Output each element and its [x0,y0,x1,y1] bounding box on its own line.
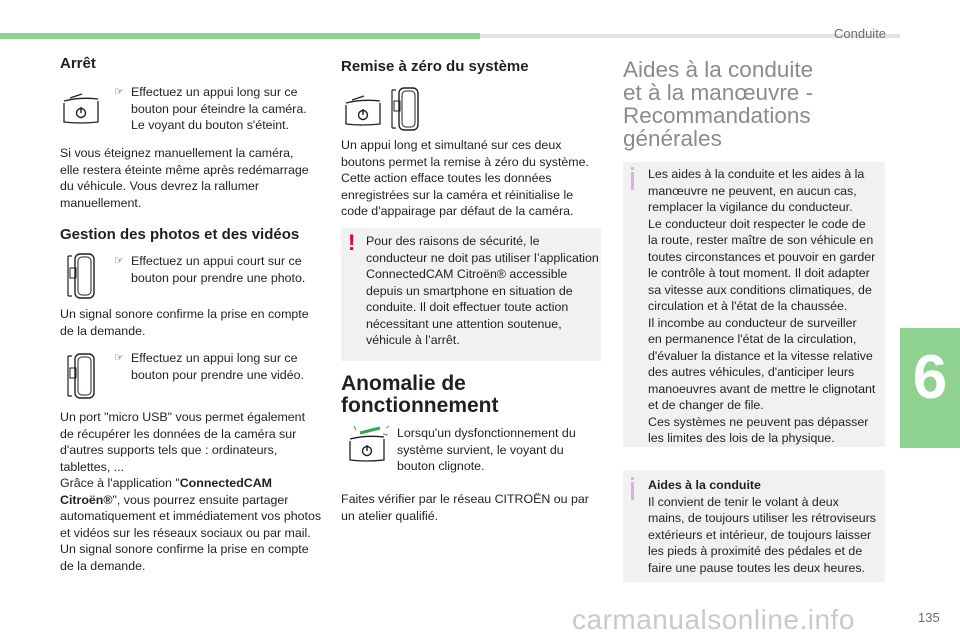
info-icon [631,482,634,500]
bullet-arret: ☞ Effectuez un appui long sur ce bouton pour éteindre la caméra. Le voyant du bouton s'éteint. [114,85,307,132]
chapter-number: 6 [912,343,948,412]
watermark: carmanualsonline.info [572,604,855,635]
para-anomalie: Faites vérifier par le réseau CITROËN ou par un atelier qualifié. [341,492,589,523]
info-icon [631,172,634,190]
bullet-video: ☞ Effectuez un appui long sur ce bouton pour prendre une vidéo. [114,351,304,382]
heading-anomalie: Anomalie de fonctionnement [341,372,499,417]
info-text-2: Aides à la conduite Il convient de tenir le volant à deux mains, de toujours utiliser les rétroviseurs extérieurs et intérieur, de toujours laisser les pieds à proximité des pédales et de faire une pause toutes les deux heures. [648,478,876,575]
camera-side-button-icon [62,352,98,400]
blinking-button-icon [346,424,390,468]
para-reset: Un appui long et simultané sur ces deux boutons permet la remise à zéro du système. Cette action efface toutes les données enregistrées sur la caméra et réinitialise le code d'appairage par défaut de la caméra. [341,138,589,218]
info-icon [631,477,634,480]
reset-buttons-icon [342,86,432,132]
info-text-1: Les aides à la conduite et les aides à la manœuvre ne peuvent, en aucun cas, remplacer la vigilance du conducteur. Le conducteur doit respecter le code de la route, rester maître de son véhicule en toutes circonstances et pouvoir en garder le contrôle à tout moment. Il doit adapter sa vitesse aux conditions climatiques, de circulation et à l'état de la chaussée. Il incombe au conducteur de surveiller en permanence l'état de la circulation, d'évaluer la distance et la vitesse relative des autres véhicules, d'anticiper leurs manoeuvres avant de mettre le clignotant et de changer de file. Ces systèmes ne peuvent pas dépasser les limites des lois de la physique. [648,167,876,445]
para-photo: Un signal sonore confirme la prise en compte de la demande. [60,307,309,338]
arrow-icon: ☞ [114,86,124,98]
heading-aides: Aides à la conduite et à la manœuvre - Recommandations générales [623,57,814,151]
heading-reset: Remise à zéro du système [341,58,529,75]
heading-arret: Arrêt [60,55,96,72]
camera-side-button-icon [62,252,98,300]
para-usb: Un port "micro USB" vous permet également de récupérer les données de la caméra sur d'autres supports tels que : ordinateurs, tablettes, ... Grâce à l'application "ConnectedCAM Citroën®", vous pourrez ensuite partager automatiquement et immédiatement vos photos et vidéos sur les réseaux sociaux ou par mail. Un signal sonore confirme la prise en compte de la demande. [60,410,322,573]
para-arret: Si vous éteignez manuellement la caméra, elle restera éteinte même après redémarrage du véhicule. Vous devrez la rallumer manuellement. [60,146,309,210]
page-number: 135 [918,610,940,625]
arrow-icon: ☞ [114,352,124,364]
header-accent-bar [0,33,480,39]
warning-text: Pour des raisons de sécurité, le conducteur ne doit pas utiliser l’application ConnectedCAM Citroën® accessible depuis un smartphone en situation de conduite. Il doit effectuer toute action nécessitant une attention soutenue, véhicule à l’arrêt. [366,234,599,347]
info-icon [631,167,634,170]
anomalie-icon-text: Lorsqu'un dysfonctionnement du système survient, le voyant du bouton clignote. [397,426,576,473]
bullet-photo: ☞ Effectuez un appui court sur ce bouton pour prendre une photo. [114,254,306,285]
camera-power-button-icon [60,88,102,128]
section-title: Conduite [834,26,887,41]
warning-icon: ! [348,230,356,255]
arrow-icon: ☞ [114,255,124,267]
heading-gestion: Gestion des photos et des vidéos [60,226,300,243]
